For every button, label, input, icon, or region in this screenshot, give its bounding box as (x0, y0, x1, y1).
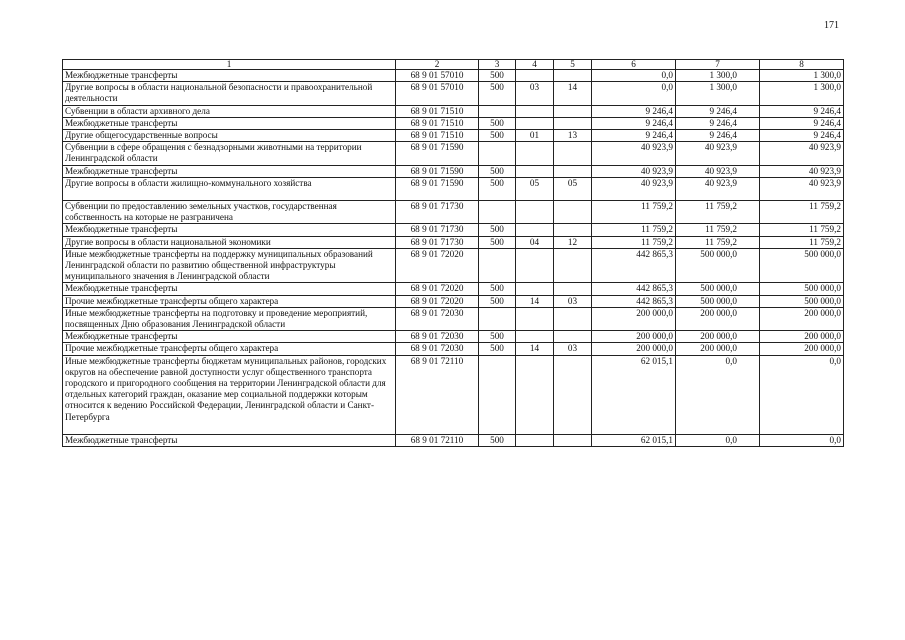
row-pr-cell: 13 (554, 130, 592, 142)
row-value-7-cell: 0,0 (676, 434, 760, 446)
row-value-6-cell: 62 015,1 (592, 355, 676, 434)
row-vr-cell: 500 (479, 295, 516, 307)
row-value-6-cell: 11 759,2 (592, 236, 676, 248)
row-value-8-cell: 0,0 (760, 355, 844, 434)
row-pr-cell: 12 (554, 236, 592, 248)
row-rz-cell (516, 142, 554, 165)
row-rz-cell: 14 (516, 343, 554, 355)
row-value-7-cell: 9 246,4 (676, 130, 760, 142)
row-value-8-cell: 9 246,4 (760, 130, 844, 142)
row-pr-cell (554, 142, 592, 165)
header-cell-8: 8 (760, 60, 844, 70)
row-vr-cell (479, 307, 516, 330)
row-value-7-cell: 40 923,9 (676, 177, 760, 200)
row-name-cell: Межбюджетные трансферты (63, 434, 396, 446)
table-row (63, 307, 844, 330)
row-value-6-cell: 0,0 (592, 82, 676, 105)
budget-table (62, 59, 844, 447)
row-vr-cell: 500 (479, 283, 516, 295)
table-row (63, 248, 844, 283)
row-pr-cell (554, 248, 592, 283)
row-code-cell: 68 9 01 57010 (396, 82, 479, 105)
row-value-8-cell: 40 923,9 (760, 165, 844, 177)
row-vr-cell: 500 (479, 224, 516, 236)
row-name-cell: Другие вопросы в области национальной экономики (63, 236, 396, 248)
row-value-8-cell: 1 300,0 (760, 82, 844, 105)
row-value-6-cell: 11 759,2 (592, 201, 676, 224)
row-value-7-cell: 40 923,9 (676, 165, 760, 177)
row-name-cell: Межбюджетные трансферты (63, 331, 396, 343)
row-vr-cell (479, 355, 516, 434)
row-vr-cell (479, 142, 516, 165)
row-vr-cell: 500 (479, 130, 516, 142)
row-value-6-cell: 11 759,2 (592, 224, 676, 236)
row-name-cell: Иные межбюджетные трансферты на поддержку муниципальных образований Ленинградской области по развитию общественной инфраструктуры муниципального значения в Ленинградской области (63, 248, 396, 283)
row-value-6-cell: 0,0 (592, 70, 676, 82)
row-code-cell: 68 9 01 72030 (396, 331, 479, 343)
row-name-cell: Иные межбюджетные трансферты бюджетам муниципальных районов, городских округов на обеспечение равной доступности услуг общественного транспорта городского и пригородного сообщения на территории Ленинградской области для отдельных категорий граждан, оказание мер социальной поддержки которым относится к ведению Российской Федерации, Ленинградской области и Санкт-Петербурга (63, 355, 396, 434)
table-row (63, 295, 844, 307)
row-value-7-cell: 500 000,0 (676, 295, 760, 307)
row-name-cell: Межбюджетные трансферты (63, 70, 396, 82)
header-cell-4: 4 (516, 60, 554, 70)
row-code-cell: 68 9 01 71730 (396, 224, 479, 236)
row-vr-cell (479, 105, 516, 117)
row-value-8-cell: 40 923,9 (760, 142, 844, 165)
row-pr-cell (554, 331, 592, 343)
row-value-6-cell: 9 246,4 (592, 117, 676, 129)
row-code-cell: 68 9 01 71590 (396, 177, 479, 200)
row-rz-cell: 04 (516, 236, 554, 248)
row-rz-cell: 05 (516, 177, 554, 200)
row-value-7-cell: 1 300,0 (676, 70, 760, 82)
row-vr-cell: 500 (479, 434, 516, 446)
row-rz-cell (516, 224, 554, 236)
table-row (63, 201, 844, 224)
row-name-cell: Субвенции в области архивного дела (63, 105, 396, 117)
row-value-6-cell: 442 865,3 (592, 248, 676, 283)
row-rz-cell (516, 201, 554, 224)
row-name-cell: Другие вопросы в области национальной безопасности и правоохранительной деятельности (63, 82, 396, 105)
row-pr-cell (554, 307, 592, 330)
row-value-7-cell: 200 000,0 (676, 331, 760, 343)
row-code-cell: 68 9 01 72110 (396, 355, 479, 434)
row-rz-cell (516, 434, 554, 446)
table-row (63, 165, 844, 177)
row-code-cell: 68 9 01 72020 (396, 295, 479, 307)
row-pr-cell (554, 117, 592, 129)
row-rz-cell: 03 (516, 82, 554, 105)
row-vr-cell: 500 (479, 117, 516, 129)
row-rz-cell (516, 283, 554, 295)
row-value-6-cell: 200 000,0 (592, 307, 676, 330)
row-value-7-cell: 11 759,2 (676, 224, 760, 236)
row-name-cell: Прочие межбюджетные трансферты общего характера (63, 343, 396, 355)
row-value-8-cell: 200 000,0 (760, 331, 844, 343)
row-pr-cell (554, 201, 592, 224)
row-value-8-cell: 1 300,0 (760, 70, 844, 82)
row-code-cell: 68 9 01 71510 (396, 117, 479, 129)
row-pr-cell: 03 (554, 343, 592, 355)
row-name-cell: Межбюджетные трансферты (63, 224, 396, 236)
row-pr-cell (554, 105, 592, 117)
row-value-7-cell: 9 246,4 (676, 117, 760, 129)
header-cell-1: 1 (63, 60, 396, 70)
row-value-6-cell: 9 246,4 (592, 105, 676, 117)
row-value-7-cell: 200 000,0 (676, 343, 760, 355)
table-row (63, 355, 844, 434)
table-row (63, 117, 844, 129)
row-vr-cell: 500 (479, 331, 516, 343)
row-value-6-cell: 200 000,0 (592, 343, 676, 355)
row-rz-cell: 14 (516, 295, 554, 307)
row-pr-cell (554, 283, 592, 295)
row-value-8-cell: 500 000,0 (760, 283, 844, 295)
row-value-8-cell: 9 246,4 (760, 105, 844, 117)
row-value-8-cell: 40 923,9 (760, 177, 844, 200)
table-row (63, 236, 844, 248)
row-value-8-cell: 11 759,2 (760, 224, 844, 236)
header-cell-6: 6 (592, 60, 676, 70)
row-value-8-cell: 9 246,4 (760, 117, 844, 129)
row-value-7-cell: 9 246,4 (676, 105, 760, 117)
header-cell-3: 3 (479, 60, 516, 70)
table-row (63, 130, 844, 142)
row-name-cell: Межбюджетные трансферты (63, 283, 396, 295)
row-vr-cell: 500 (479, 177, 516, 200)
row-value-8-cell: 200 000,0 (760, 343, 844, 355)
table-row (63, 142, 844, 165)
table-row (63, 82, 844, 105)
header-cell-5: 5 (554, 60, 592, 70)
row-code-cell: 68 9 01 71590 (396, 142, 479, 165)
row-value-6-cell: 200 000,0 (592, 331, 676, 343)
row-rz-cell (516, 70, 554, 82)
row-value-6-cell: 40 923,9 (592, 177, 676, 200)
row-value-6-cell: 40 923,9 (592, 165, 676, 177)
row-rz-cell (516, 331, 554, 343)
row-rz-cell (516, 248, 554, 283)
row-code-cell: 68 9 01 57010 (396, 70, 479, 82)
row-rz-cell (516, 105, 554, 117)
row-value-7-cell: 1 300,0 (676, 82, 760, 105)
row-rz-cell: 01 (516, 130, 554, 142)
row-code-cell: 68 9 01 72020 (396, 248, 479, 283)
row-pr-cell (554, 355, 592, 434)
row-value-6-cell: 40 923,9 (592, 142, 676, 165)
row-rz-cell (516, 355, 554, 434)
table-row (63, 331, 844, 343)
row-vr-cell: 500 (479, 82, 516, 105)
row-value-8-cell: 500 000,0 (760, 295, 844, 307)
table-row (63, 70, 844, 82)
row-code-cell: 68 9 01 71730 (396, 236, 479, 248)
row-name-cell: Субвенции в сфере обращения с безнадзорными животными на территории Ленинградской области (63, 142, 396, 165)
row-vr-cell: 500 (479, 236, 516, 248)
row-name-cell: Другие вопросы в области жилищно-коммунального хозяйства (63, 177, 396, 200)
row-value-7-cell: 11 759,2 (676, 201, 760, 224)
table-row (63, 224, 844, 236)
row-value-8-cell: 200 000,0 (760, 307, 844, 330)
row-rz-cell (516, 307, 554, 330)
row-value-8-cell: 0,0 (760, 434, 844, 446)
row-code-cell: 68 9 01 71730 (396, 201, 479, 224)
row-name-cell: Межбюджетные трансферты (63, 117, 396, 129)
table-row (63, 105, 844, 117)
row-code-cell: 68 9 01 71510 (396, 130, 479, 142)
row-pr-cell (554, 165, 592, 177)
row-name-cell: Субвенции по предоставлению земельных участков, государственная собственность на которые не разграничена (63, 201, 396, 224)
row-value-7-cell: 500 000,0 (676, 248, 760, 283)
row-vr-cell: 500 (479, 165, 516, 177)
row-code-cell: 68 9 01 72030 (396, 343, 479, 355)
row-pr-cell: 03 (554, 295, 592, 307)
row-name-cell: Прочие межбюджетные трансферты общего характера (63, 295, 396, 307)
row-code-cell: 68 9 01 72110 (396, 434, 479, 446)
row-vr-cell: 500 (479, 70, 516, 82)
row-name-cell: Другие общегосударственные вопросы (63, 130, 396, 142)
row-value-8-cell: 500 000,0 (760, 248, 844, 283)
table-row (63, 177, 844, 200)
row-pr-cell (554, 224, 592, 236)
row-vr-cell (479, 201, 516, 224)
row-value-7-cell: 0,0 (676, 355, 760, 434)
row-rz-cell (516, 165, 554, 177)
header-row (63, 60, 844, 70)
row-pr-cell: 05 (554, 177, 592, 200)
row-vr-cell (479, 248, 516, 283)
row-pr-cell: 14 (554, 82, 592, 105)
table-row (63, 343, 844, 355)
row-value-6-cell: 62 015,1 (592, 434, 676, 446)
row-pr-cell (554, 434, 592, 446)
page-number: 171 (824, 20, 839, 31)
row-code-cell: 68 9 01 71590 (396, 165, 479, 177)
row-code-cell: 68 9 01 72030 (396, 307, 479, 330)
row-value-6-cell: 442 865,3 (592, 295, 676, 307)
row-code-cell: 68 9 01 72020 (396, 283, 479, 295)
row-name-cell: Межбюджетные трансферты (63, 165, 396, 177)
row-value-6-cell: 442 865,3 (592, 283, 676, 295)
row-code-cell: 68 9 01 71510 (396, 105, 479, 117)
header-cell-2: 2 (396, 60, 479, 70)
row-value-8-cell: 11 759,2 (760, 201, 844, 224)
row-name-cell: Иные межбюджетные трансферты на подготовку и проведение мероприятий, посвященных Дню образования Ленинградской области (63, 307, 396, 330)
table-row (63, 283, 844, 295)
row-pr-cell (554, 70, 592, 82)
row-vr-cell: 500 (479, 343, 516, 355)
row-value-7-cell: 40 923,9 (676, 142, 760, 165)
row-value-8-cell: 11 759,2 (760, 236, 844, 248)
row-value-7-cell: 200 000,0 (676, 307, 760, 330)
header-cell-7: 7 (676, 60, 760, 70)
table-row (63, 434, 844, 446)
row-value-6-cell: 9 246,4 (592, 130, 676, 142)
row-value-7-cell: 500 000,0 (676, 283, 760, 295)
row-value-7-cell: 11 759,2 (676, 236, 760, 248)
row-rz-cell (516, 117, 554, 129)
